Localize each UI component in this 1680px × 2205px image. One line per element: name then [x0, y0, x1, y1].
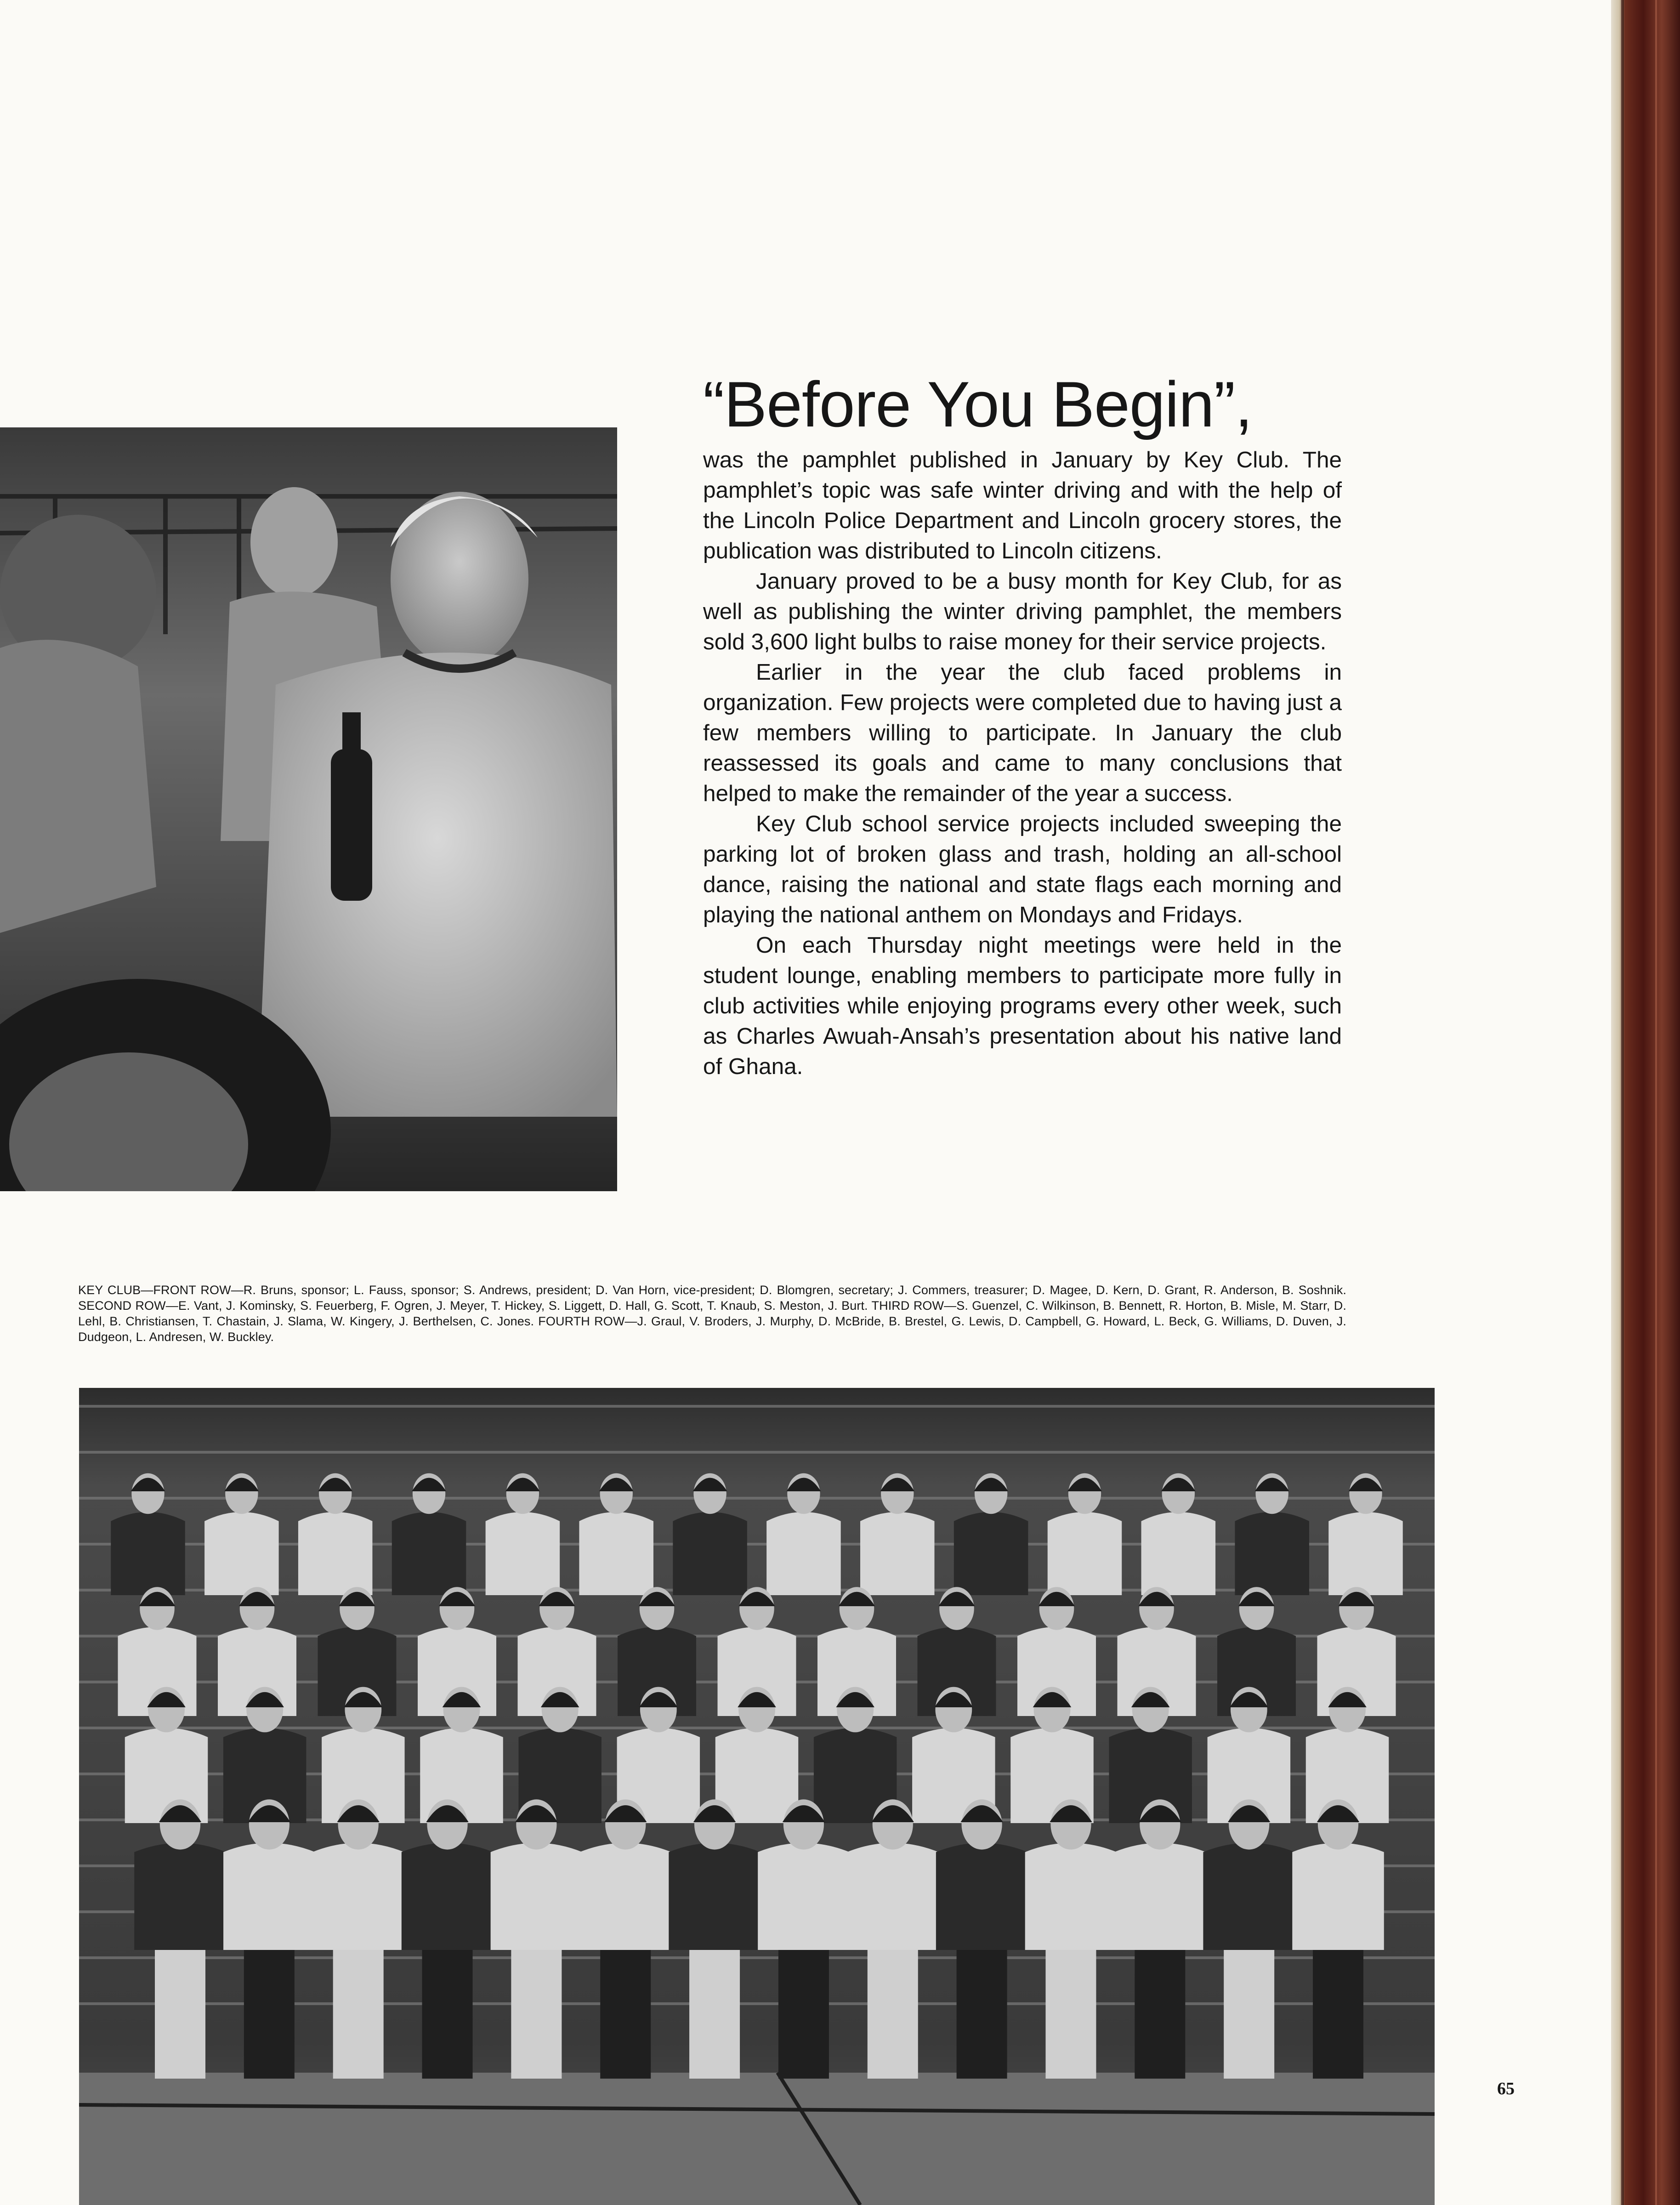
- candid-photo: [0, 427, 617, 1191]
- article-paragraph: was the pamphlet published in January by Key Club. The pamphlet’s topic was safe winter driving and with the help of the Lincoln Police Department and Lincoln grocery stores, the publication was distributed to Lincoln citizens.: [703, 447, 1342, 563]
- binding-edge-highlight: [1655, 0, 1657, 2205]
- student-figure: [392, 1512, 466, 1595]
- student-figure: [579, 1512, 653, 1595]
- student-legs: [333, 1950, 384, 2079]
- binding-edge: [1621, 0, 1624, 2205]
- student-legs: [244, 1950, 295, 2079]
- student-legs: [689, 1950, 740, 2079]
- article-paragraph: On each Thursday night meetings were held in the student lounge, enabling members to participate more fully in club activities while enjoying programs every other week, such as Charles Awuah-Ansah’s presentation about his native land of Ghana.: [703, 932, 1342, 1079]
- photo-caption: KEY CLUB—FRONT ROW—R. Bruns, sponsor; L. Fauss, sponsor; S. Andrews, president; D. Van Horn, vice-president; D. Blomgren, secretary; J. Commers, treasurer; D. Magee, D. Kern, D. Grant, R. Anderson, B. Soshnik. SECOND ROW—E. Vant, J. Kominsky, S. Feuerberg, F. Ogren, J. Meyer, T. Hickey, S. Liggett, D. Hall, G. Scott, T. Knaub, S. Meston, J. Burt. THIRD ROW—S. Guenzel, C. Wilkinson, B. Bennett, R. Horton, B. Misle, M. Starr, D. Lehl, B. Christiansen, T. Chastain, J. Slama, W. Kingery, J. Berthelsen, C. Jones. FOURTH ROW—J. Graul, V. Broders, J. Murphy, D. McBride, B. Brestel, G. Lewis, D. Campbell, G. Howard, L. Beck, G. Williams, D. Duven, J. Dudgeon, L. Andresen, W. Buckley.: [78, 1283, 1346, 1344]
- article-paragraph: January proved to be a busy month for Key Club, for as well as publishing the winter driving pamphlet, the members sold 3,600 light bulbs to raise money for their service projects.: [703, 568, 1342, 654]
- article-paragraph: Key Club school service projects included sweeping the parking lot of broken glass and trash, holding an all-school dance, raising the national and state flags each morning and playing the national anthem on Mondays and Fridays.: [703, 811, 1342, 927]
- student-figure: [1114, 1843, 1206, 1950]
- student-figure: [936, 1843, 1028, 1950]
- student-legs: [957, 1950, 1007, 2079]
- student-figure: [1328, 1512, 1403, 1595]
- student-legs: [422, 1950, 473, 2079]
- article-paragraph: Earlier in the year the club faced problems in organization. Few projects were completed due to having just a few members willing to participate. In January the club reassessed its goals and came to many conclusions that helped to make the remainder of the year a success.: [703, 659, 1342, 806]
- student-figure: [1025, 1843, 1117, 1950]
- student-figure: [111, 1512, 185, 1595]
- student-figure: [860, 1512, 935, 1595]
- student-figure: [486, 1512, 560, 1595]
- headline: “Before You Begin”,: [703, 368, 1253, 440]
- student-legs: [600, 1950, 651, 2079]
- student-figure: [1292, 1843, 1384, 1950]
- student-legs: [155, 1950, 205, 2079]
- student-legs: [868, 1950, 918, 2079]
- student-figure: [312, 1843, 404, 1950]
- student-figure: [669, 1843, 761, 1950]
- student-figure: [847, 1843, 939, 1950]
- student-figure: [579, 1843, 671, 1950]
- student-figure: [673, 1512, 747, 1595]
- student-figure: [758, 1843, 850, 1950]
- student-figure: [1048, 1512, 1122, 1595]
- student-figure: [134, 1843, 226, 1950]
- article-body: [703, 445, 1342, 1082]
- book-binding: [1611, 0, 1680, 2205]
- student-legs: [1135, 1950, 1185, 2079]
- student-figure: [1203, 1843, 1295, 1950]
- student-figure: [491, 1843, 583, 1950]
- student-figure: [223, 1843, 315, 1950]
- student-legs: [1313, 1950, 1363, 2079]
- student-figure: [204, 1512, 279, 1595]
- student-legs: [1045, 1950, 1096, 2079]
- student-figure: [402, 1843, 494, 1950]
- student-legs: [511, 1950, 562, 2079]
- student-figure: [766, 1512, 841, 1595]
- student-figure: [1141, 1512, 1216, 1595]
- page-number: 65: [1497, 2079, 1515, 2098]
- student-figure: [298, 1512, 373, 1595]
- student-legs: [778, 1950, 829, 2079]
- student-legs: [1224, 1950, 1274, 2079]
- student-figure: [1235, 1512, 1309, 1595]
- student-figure: [954, 1512, 1028, 1595]
- group-photo: [79, 1388, 1435, 2205]
